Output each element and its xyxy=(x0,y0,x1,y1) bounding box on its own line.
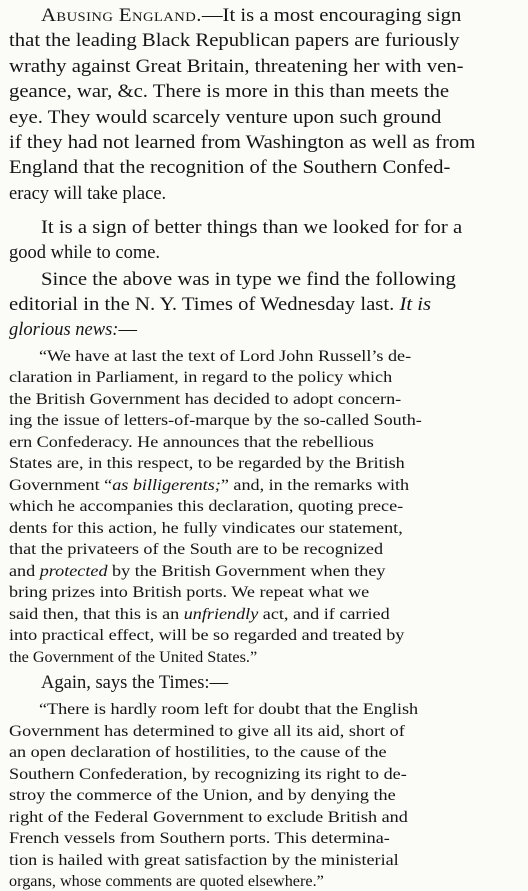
text-line xyxy=(9,743,387,762)
text-line xyxy=(9,390,401,409)
text-run: ing the issue of letters-of-marque by the so-called South- xyxy=(9,411,422,429)
text-run: bring prizes into British ports. We repeat what we xyxy=(9,583,370,601)
text-run: the British Government has decided to adopt concern- xyxy=(9,390,402,408)
text-run: right of the Federal Government to exclude British and xyxy=(9,808,408,826)
text-line xyxy=(9,184,166,205)
text-line xyxy=(9,31,460,52)
text-run: tion is hailed with great satisfaction by the ministerial xyxy=(9,851,399,869)
text-run: wrathy against Great Britain, threatening her with ven- xyxy=(9,57,464,77)
text-run: England that the recognition of the Southern Confed- xyxy=(9,158,451,178)
text-run: organs, whose comments are quoted elsewhere.” xyxy=(9,872,324,890)
text-line xyxy=(9,851,399,870)
text-line xyxy=(9,808,408,827)
text-run: French vessels from Southern ports. This determina- xyxy=(9,829,390,847)
text-line xyxy=(39,347,411,366)
text-line xyxy=(41,6,461,27)
text-line xyxy=(9,57,464,78)
text-run: States are, in this respect, to be regarded by the British xyxy=(9,454,405,472)
italic-text: It is xyxy=(399,295,432,315)
text-run: the Government of the United States.” xyxy=(9,648,258,666)
text-line xyxy=(9,368,392,387)
text-run: ” and, in the remarks with xyxy=(220,476,410,494)
text-line xyxy=(41,673,228,694)
text-line xyxy=(9,765,407,784)
text-line xyxy=(9,786,396,805)
text-run: if they had not learned from Washington as well as from xyxy=(9,133,476,153)
text-run: which he accompanies this declaration, quoting prece- xyxy=(9,497,404,515)
italic-text: glorious news: xyxy=(9,320,119,340)
text-line xyxy=(9,626,404,645)
text-run: geance, war, &c. There is more in this than meets the xyxy=(9,82,450,102)
text-run: Since the above was in type we find the following xyxy=(41,270,456,290)
text-run: Government has determined to give all its aid, short of xyxy=(9,722,405,740)
text-run: act, and if carried xyxy=(258,605,390,623)
text-line xyxy=(9,82,449,103)
text-run: eracy will take place. xyxy=(9,184,167,204)
text-line xyxy=(9,454,405,473)
text-run: — xyxy=(118,320,137,340)
text-run: and xyxy=(9,562,40,580)
text-run: that the privateers of the South are to be recognized xyxy=(9,540,384,558)
text-run: an open declaration of hostilities, to the cause of the xyxy=(9,743,387,761)
text-run: Again, says the Times:— xyxy=(41,673,229,693)
text-line xyxy=(9,605,390,624)
text-run: claration in Parliament, in regard to the policy which xyxy=(9,368,393,386)
text-line xyxy=(9,872,324,891)
text-run: Southern Confederation, by recognizing its right to de- xyxy=(9,765,407,783)
text-run: that the leading Black Republican papers are furiously xyxy=(9,31,460,51)
text-line xyxy=(9,829,390,848)
text-line xyxy=(9,540,383,559)
text-run: good while to come. xyxy=(9,243,161,263)
italic-text: protected xyxy=(39,562,108,580)
text-run: into practical effect, will be so regarded and treated by xyxy=(9,626,405,644)
text-run: “There is hardly room left for doubt that the English xyxy=(39,700,419,718)
text-line xyxy=(9,519,403,538)
text-line xyxy=(9,583,369,602)
text-run: —It is a most encouraging sign xyxy=(201,6,462,26)
text-line xyxy=(9,722,405,741)
text-line xyxy=(9,158,450,179)
text-run: stroy the commerce of the Union, and by denying the xyxy=(9,786,396,804)
headline-text: Abusing England. xyxy=(41,6,202,26)
text-line xyxy=(9,476,409,495)
text-line xyxy=(9,133,475,154)
text-line xyxy=(9,108,441,129)
text-line xyxy=(9,433,374,452)
text-run: editorial in the N. Y. Times of Wednesday last. xyxy=(9,295,400,315)
text-line xyxy=(9,411,422,430)
text-line xyxy=(41,218,462,239)
text-line xyxy=(9,497,403,516)
text-run: eye. They would scarcely venture upon such ground xyxy=(9,108,442,128)
text-line xyxy=(9,295,431,316)
italic-text: as billigerents; xyxy=(112,476,221,494)
text-line xyxy=(9,648,257,667)
italic-text: unfriendly xyxy=(183,605,259,623)
text-run: Government “ xyxy=(9,476,113,494)
text-line xyxy=(9,320,137,341)
text-line xyxy=(41,270,456,291)
text-run: “We have at last the text of Lord John Russell’s de- xyxy=(39,347,412,365)
text-run: said then, that this is an xyxy=(9,605,184,623)
text-run: dents for this action, he fully vindicates our statement, xyxy=(9,519,403,537)
text-line xyxy=(9,243,160,264)
text-run: ern Confederacy. He announces that the rebellious xyxy=(9,433,374,451)
text-line xyxy=(39,700,418,719)
text-run: It is a sign of better things than we looked for for a xyxy=(41,218,463,238)
text-run: by the British Government when they xyxy=(107,562,386,580)
text-line xyxy=(9,562,385,581)
